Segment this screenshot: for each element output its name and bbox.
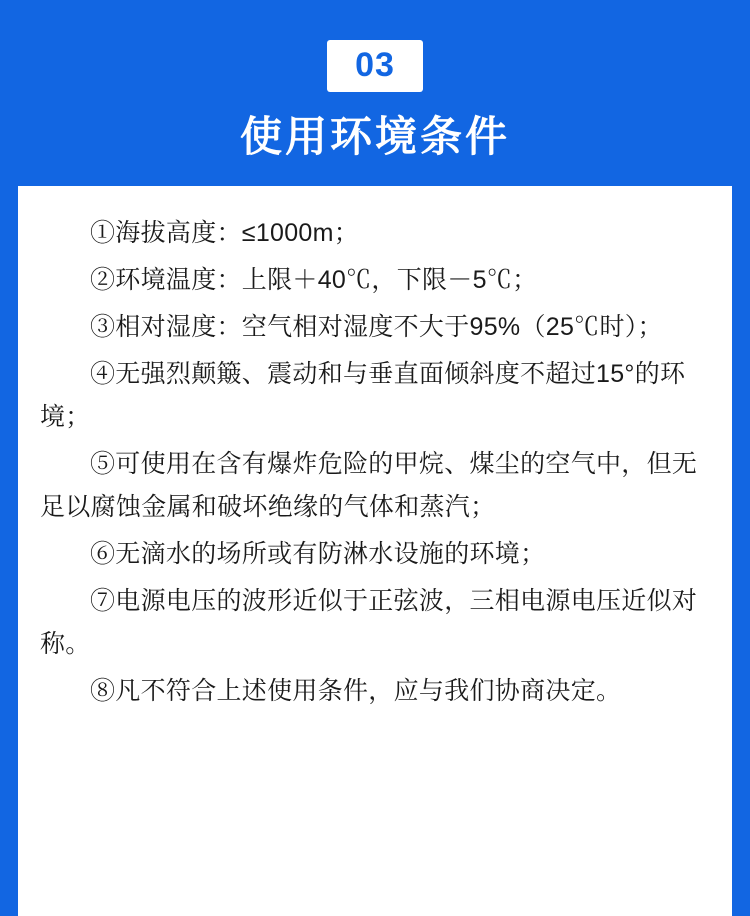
list-item: ②环境温度：上限＋40℃，下限－5℃； <box>90 266 538 294</box>
list-item: ⑦电源电压的波形近似于正弦波，三相电源电压近似对称。 <box>40 587 698 658</box>
list-item: ⑤可使用在含有爆炸危险的甲烷、煤尘的空气中，但无足以腐蚀金属和破坏绝缘的气体和蒸汽； <box>40 450 698 521</box>
list-item: ⑧凡不符合上述使用条件，应与我们协商决定。 <box>90 677 622 705</box>
list-item: ⑥无滴水的场所或有防淋水设施的环境； <box>90 540 546 568</box>
section-number-badge: 03 <box>327 40 423 92</box>
page-title: 使用环境条件 <box>239 115 510 161</box>
list-item: ①海拔高度：≤1000m； <box>90 219 360 247</box>
list-item: ④无强烈颠簸、震动和与垂直面倾斜度不超过15°的环境； <box>40 360 686 431</box>
page-header <box>0 0 750 162</box>
content-card <box>18 186 732 916</box>
list-item: ③相对湿度：空气相对湿度不大于95%（25℃时）； <box>90 313 663 341</box>
